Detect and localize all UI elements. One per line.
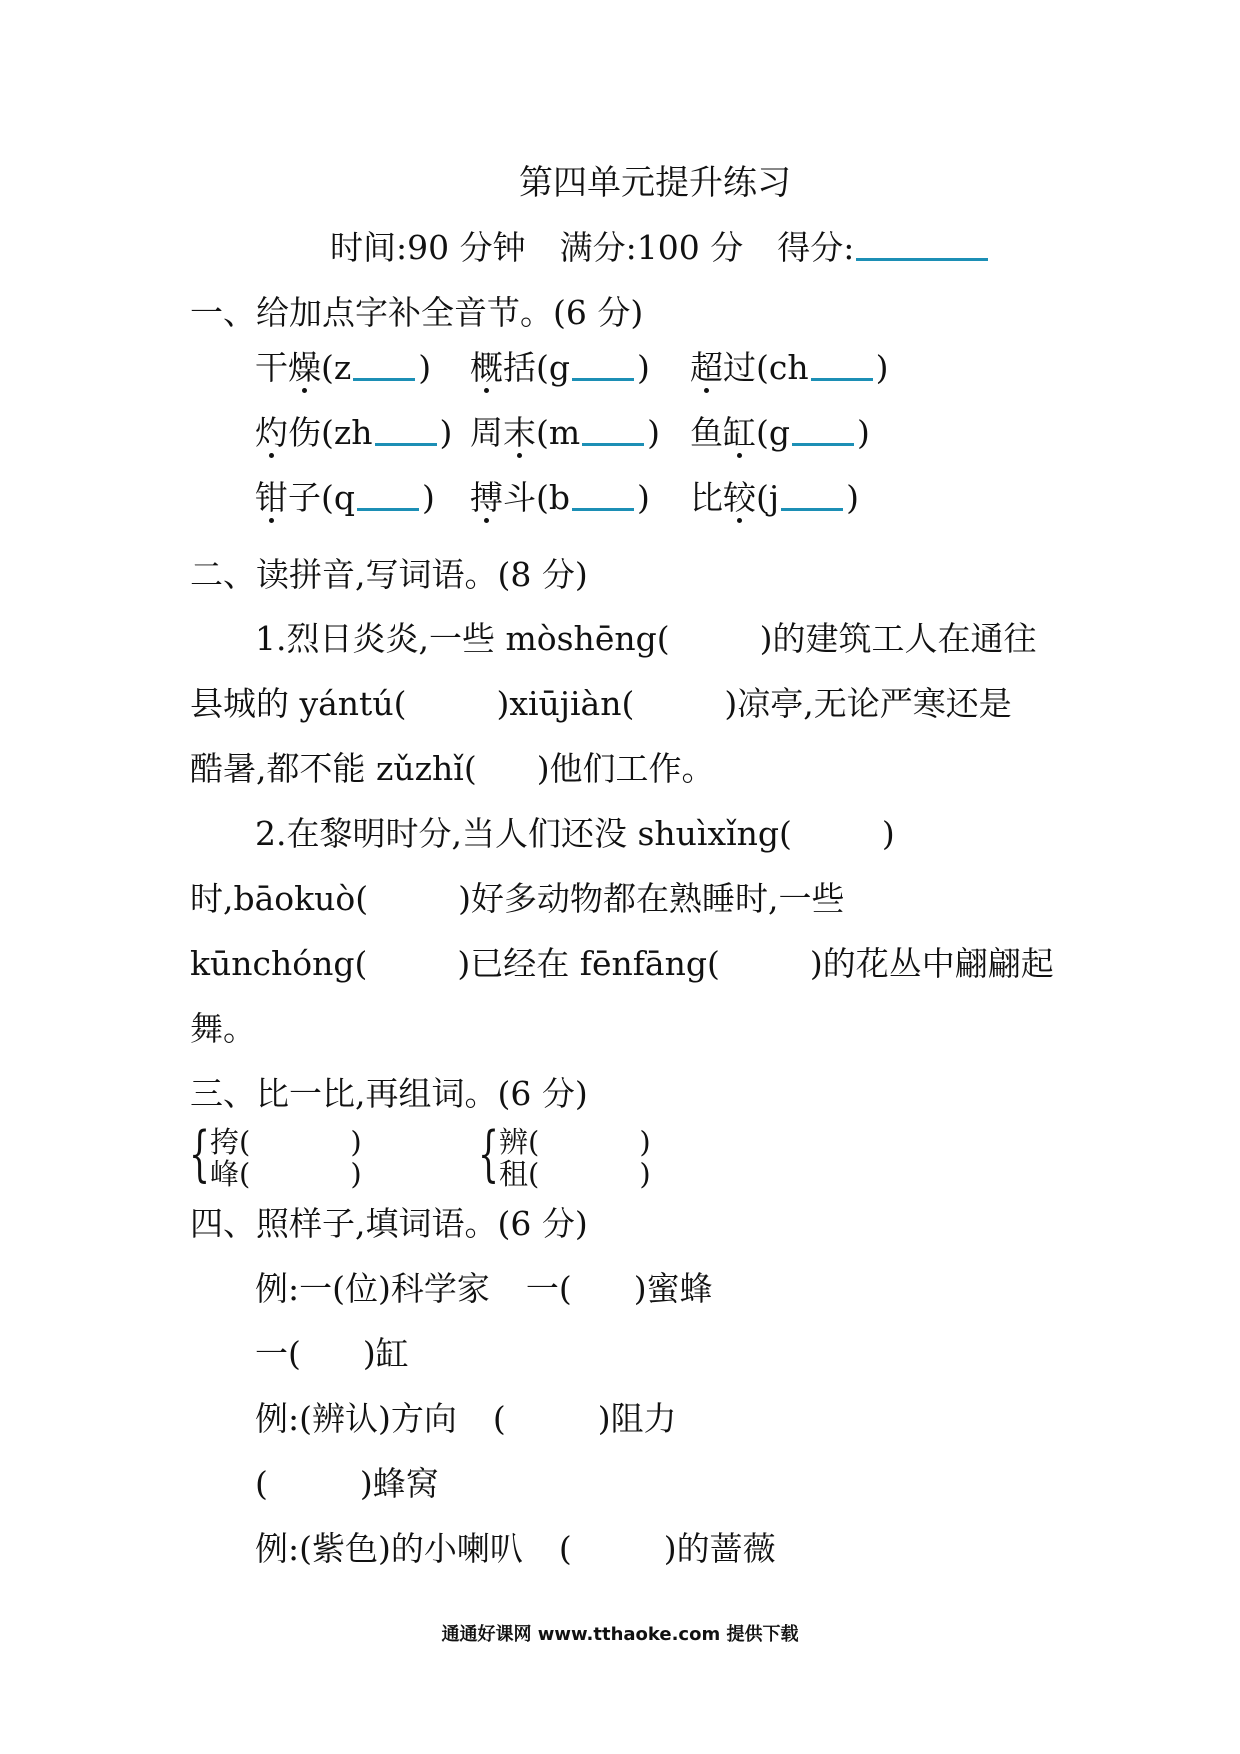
q2-p1-line3: 酷暑,都不能 zǔzhǐ( )他们工作。 bbox=[190, 749, 715, 788]
close-paren: ) bbox=[637, 478, 650, 517]
q4-line2: 一( )缸 bbox=[255, 1334, 409, 1373]
compare-group-2: 辨( ) 租( ) bbox=[499, 1125, 651, 1191]
pinyin-prefix: (j bbox=[756, 478, 780, 517]
pinyin-blank[interactable] bbox=[353, 348, 415, 381]
score-blank[interactable] bbox=[856, 228, 988, 261]
close-paren: ) bbox=[422, 478, 435, 517]
pinyin-blank[interactable] bbox=[582, 413, 644, 446]
q4-line4: ( )蜂窝 bbox=[255, 1464, 439, 1503]
pinyin-prefix: (b bbox=[536, 478, 570, 517]
section-1-heading: 一、给加点字补全音节。(6 分) bbox=[190, 293, 644, 332]
word-char: 斗 bbox=[503, 478, 536, 517]
score-label: 得分: bbox=[777, 228, 855, 267]
q2-p2-line4: 舞。 bbox=[190, 1009, 256, 1048]
q2-p2-line1: 2.在黎明时分,当人们还没 shuìxǐng( ) bbox=[255, 814, 895, 853]
pinyin-blank[interactable] bbox=[811, 348, 873, 381]
close-paren: ) bbox=[857, 413, 870, 452]
word-char: 过 bbox=[723, 348, 756, 387]
emphasis-dot-icon bbox=[302, 388, 307, 393]
emphasis-dot-icon bbox=[484, 518, 489, 523]
word-char: 周 bbox=[470, 413, 503, 452]
pinyin-item bbox=[255, 347, 431, 389]
pinyin-item bbox=[470, 347, 650, 389]
section-2-heading: 二、读拼音,写词语。(8 分) bbox=[190, 555, 588, 594]
pinyin-blank[interactable] bbox=[781, 478, 843, 511]
q2-p2-line3: kūnchóng( )已经在 fēnfāng( )的花丛中翩翩起 bbox=[190, 944, 1054, 983]
word-char: 钳 bbox=[255, 477, 288, 519]
exam-meta bbox=[330, 227, 991, 269]
pinyin-prefix: (zh bbox=[321, 413, 373, 452]
brace-icon: { bbox=[478, 1119, 500, 1189]
page-title: 第四单元提升练习 bbox=[519, 163, 791, 203]
q2-p1-line2: 县城的 yántú( )xiūjiàn( )凉亭,无论严寒还是 bbox=[190, 684, 1012, 723]
q4-line1: 例:一(位)科学家 一( )蜜蜂 bbox=[255, 1269, 713, 1308]
emphasis-dot-icon bbox=[737, 453, 742, 458]
compare-group-1: 挎( ) 峰( ) bbox=[210, 1125, 362, 1191]
pinyin-prefix: (q bbox=[321, 478, 355, 517]
word-char: 末 bbox=[503, 412, 536, 454]
pinyin-item bbox=[470, 412, 660, 454]
emphasis-dot-icon bbox=[704, 388, 709, 393]
word-char: 干 bbox=[255, 348, 288, 387]
pinyin-blank[interactable] bbox=[792, 413, 854, 446]
word-char: 超 bbox=[690, 347, 723, 389]
pinyin-item bbox=[690, 477, 859, 519]
emphasis-dot-icon bbox=[517, 453, 522, 458]
pinyin-prefix: (g bbox=[536, 348, 570, 387]
word-char: 子 bbox=[288, 478, 321, 517]
word-char: 鱼 bbox=[690, 413, 723, 452]
pinyin-prefix: (g bbox=[756, 413, 790, 452]
close-paren: ) bbox=[647, 413, 661, 452]
close-paren: ) bbox=[439, 413, 453, 452]
word-char: 搏 bbox=[470, 477, 503, 519]
word-char: 燥 bbox=[288, 347, 321, 389]
pinyin-prefix: (ch bbox=[756, 348, 809, 387]
pinyin-blank[interactable] bbox=[572, 348, 634, 381]
pinyin-item bbox=[255, 477, 435, 519]
close-paren: ) bbox=[846, 478, 859, 517]
pinyin-prefix: (z bbox=[321, 348, 352, 387]
q2-p2-line2: 时,bāokuò( )好多动物都在熟睡时,一些 bbox=[190, 879, 845, 918]
word-char: 概 bbox=[470, 347, 503, 389]
pinyin-item bbox=[470, 477, 650, 519]
word-char: 缸 bbox=[723, 412, 756, 454]
footer-credit: 通通好课网 www.tthaoke.com 提供下载 bbox=[441, 1624, 799, 1645]
q4-line5: 例:(紫色)的小喇叭 ( )的蔷薇 bbox=[255, 1529, 776, 1568]
emphasis-dot-icon bbox=[737, 518, 742, 523]
pinyin-item bbox=[690, 347, 889, 389]
word-char: 括 bbox=[503, 348, 536, 387]
word-char: 伤 bbox=[288, 413, 321, 452]
brace-icon: { bbox=[189, 1119, 211, 1189]
close-paren: ) bbox=[637, 348, 650, 387]
pinyin-blank[interactable] bbox=[357, 478, 419, 511]
word-char: 比 bbox=[690, 478, 723, 517]
full-score: 满分:100 分 bbox=[559, 228, 744, 267]
pinyin-blank[interactable] bbox=[572, 478, 634, 511]
pinyin-prefix: (m bbox=[536, 413, 581, 452]
word-char: 灼 bbox=[255, 412, 288, 454]
time-limit: 时间:90 分钟 bbox=[330, 228, 526, 267]
q4-line3: 例:(辨认)方向 ( )阻力 bbox=[255, 1399, 677, 1438]
emphasis-dot-icon bbox=[484, 388, 489, 393]
q2-p1-line1: 1.烈日炎炎,一些 mòshēng( )的建筑工人在通往 bbox=[255, 619, 1037, 658]
section-4-heading: 四、照样子,填词语。(6 分) bbox=[190, 1204, 588, 1243]
emphasis-dot-icon bbox=[269, 453, 274, 458]
pinyin-item bbox=[690, 412, 870, 454]
pinyin-item bbox=[255, 412, 452, 454]
pinyin-blank[interactable] bbox=[375, 413, 437, 446]
word-char: 较 bbox=[723, 477, 756, 519]
emphasis-dot-icon bbox=[269, 518, 274, 523]
close-paren: ) bbox=[418, 348, 432, 387]
close-paren: ) bbox=[875, 348, 889, 387]
section-3-heading: 三、比一比,再组词。(6 分) bbox=[190, 1074, 588, 1113]
